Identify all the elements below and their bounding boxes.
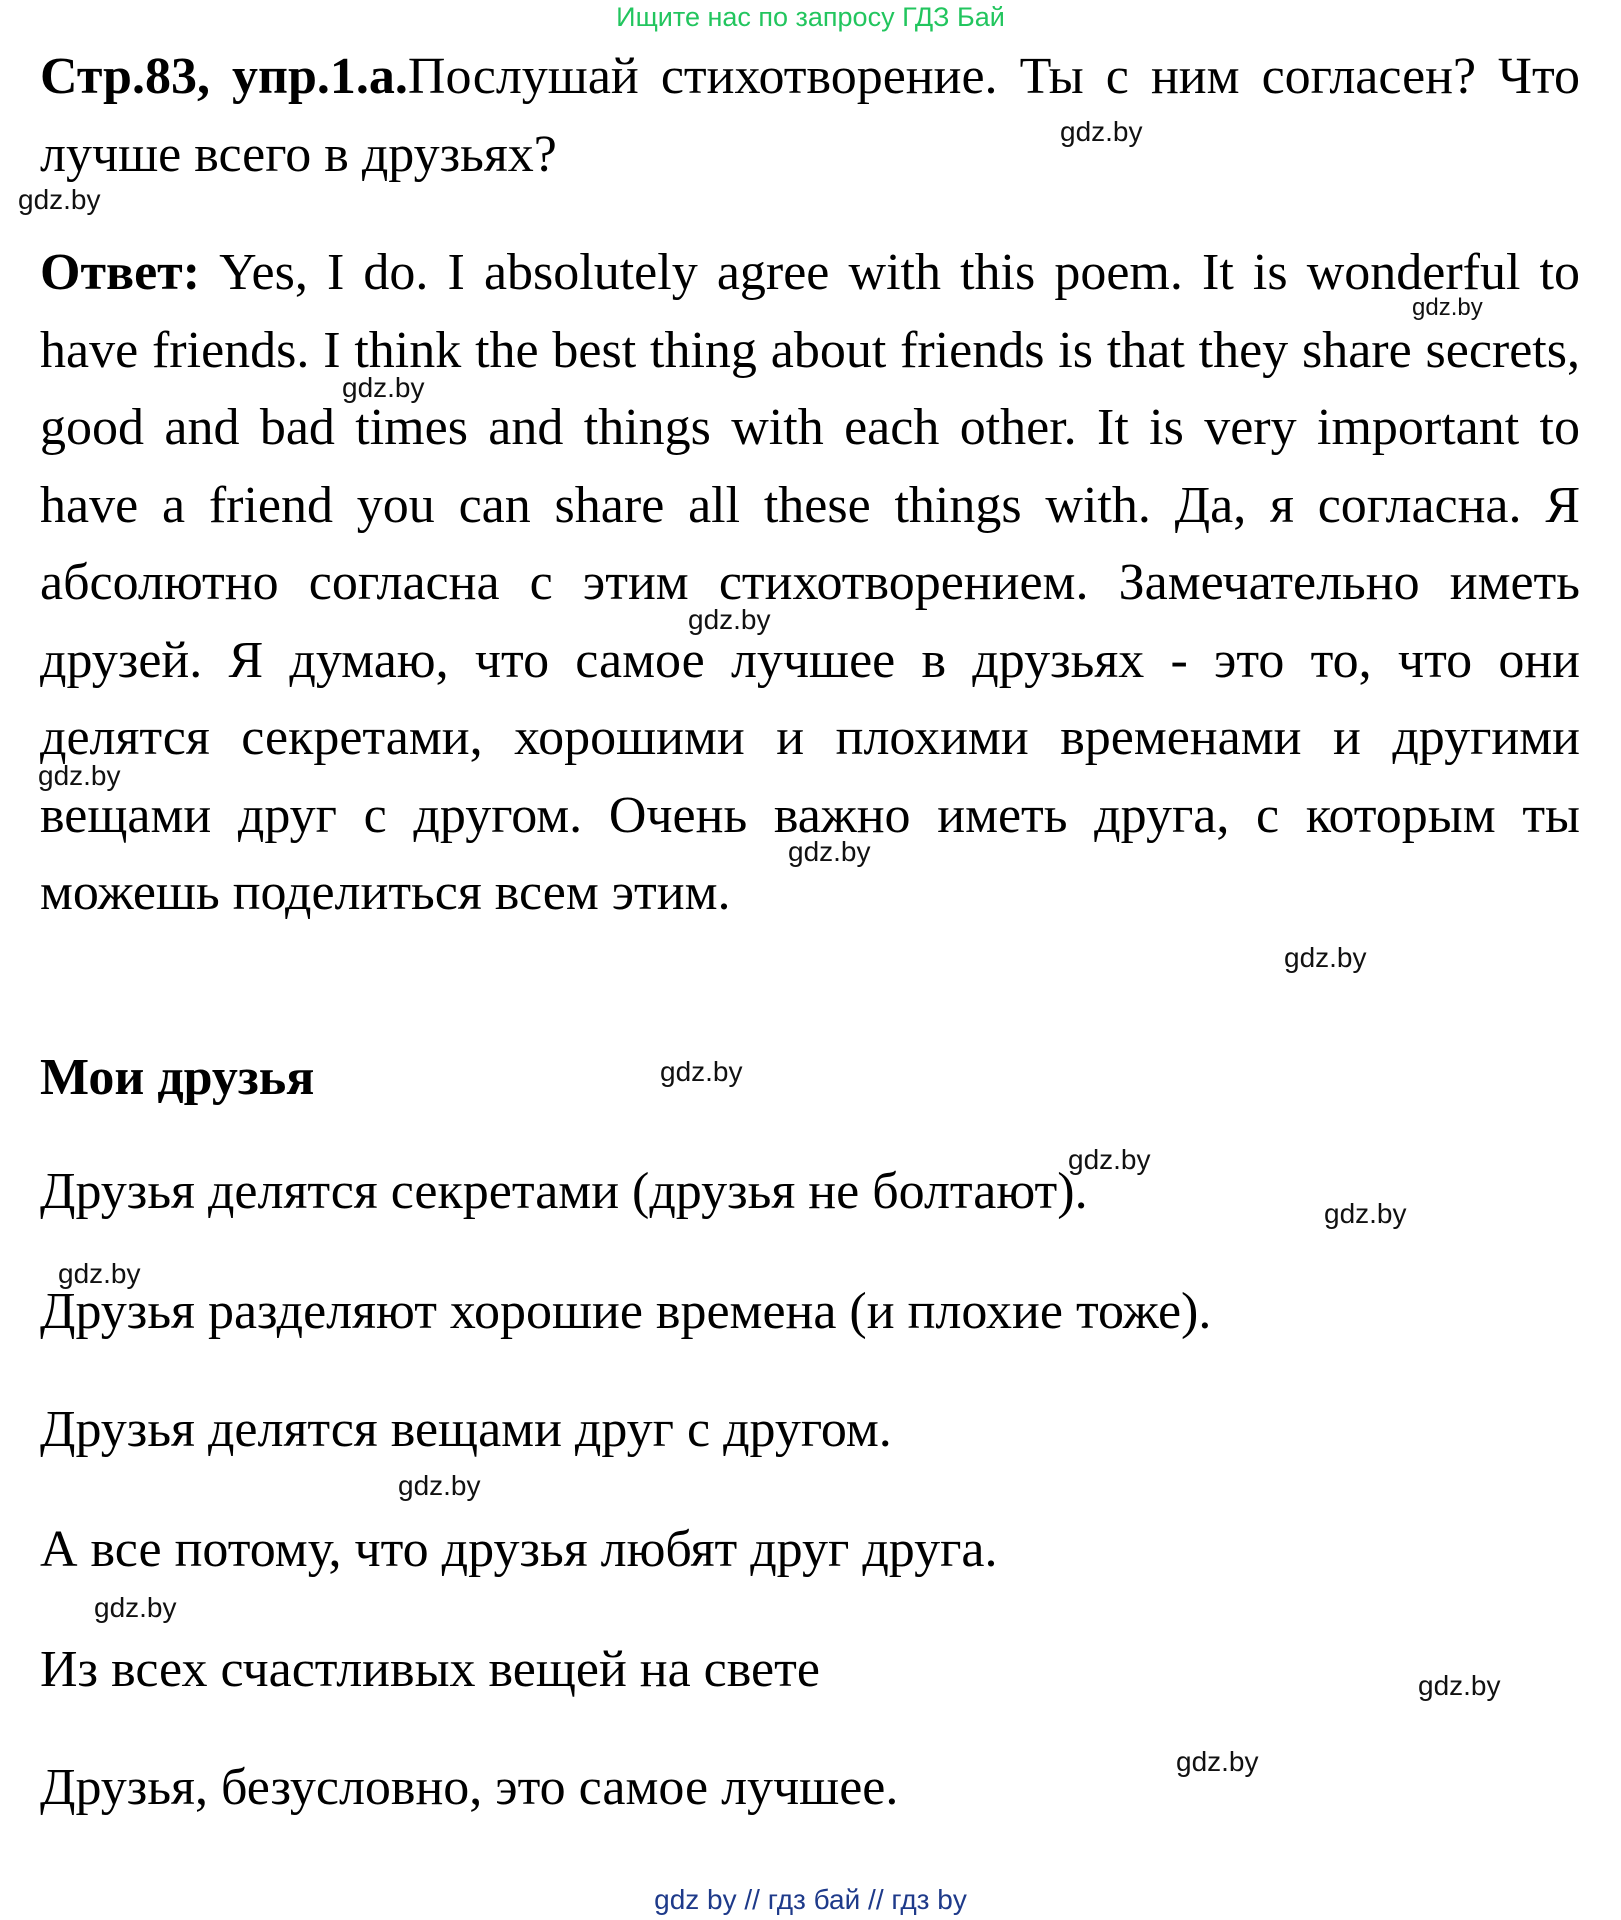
watermark: gdz.by <box>94 1592 177 1623</box>
watermark: gdz.by <box>38 760 121 791</box>
watermark: gdz.by <box>58 1258 141 1289</box>
watermark: gdz.by <box>398 1470 481 1501</box>
task-text: Послушай стихотворение. Ты с ним согласен? Что лучше всего в друзьях? <box>40 48 1580 183</box>
watermark: gdz.by <box>1418 1670 1501 1701</box>
footer-links[interactable]: gdz by // гдз бай // гдз by <box>654 1884 967 1915</box>
poem-line: Друзья, безусловно, это самое лучшее. <box>40 1759 899 1816</box>
watermark: gdz.by <box>1176 1746 1259 1777</box>
task-paragraph <box>40 38 1580 193</box>
answer-paragraph <box>40 234 1580 932</box>
watermark: gdz.by <box>788 836 871 867</box>
answer-label: Ответ: <box>40 244 201 301</box>
watermark: gdz.by <box>342 372 425 403</box>
poem-line: Друзья разделяют хорошие времена (и плохие тоже). <box>40 1283 1212 1340</box>
poem-line: Из всех счастливых вещей на свете <box>40 1641 820 1698</box>
watermark: gdz.by <box>1412 294 1483 321</box>
watermark: gdz.by <box>1284 942 1367 973</box>
poem-title: Мои друзья <box>40 1049 315 1106</box>
poem-line: Друзья делятся секретами (друзья не болтают). <box>40 1163 1088 1220</box>
watermark: gdz.by <box>1068 1144 1151 1175</box>
watermark: gdz.by <box>1324 1198 1407 1229</box>
task-label: Стр.83, упр.1.a. <box>40 48 408 105</box>
poem-line: Друзья делятся вещами друг с другом. <box>40 1401 892 1458</box>
watermark: gdz.by <box>660 1056 743 1087</box>
watermark: gdz.by <box>18 184 101 215</box>
watermark: gdz.by <box>688 604 771 635</box>
watermark: gdz.by <box>1060 116 1143 147</box>
poem-line: А все потому, что друзья любят друг друга. <box>40 1521 998 1578</box>
answer-text: Yes, I do. I absolutely agree with this poem. It is wonderful to have friends. I think the best thing about friends is that they share secrets, good and bad times and things with each other. It is very important to have a friend you can share all these things with. Да, я согласна. Я абсолютно согласна с этим стихотворением. Замечательно иметь друзей. Я думаю, что самое лучшее в друзьях - это то, что они делятся секретами, хорошими и плохими временами и другими вещами друг с другом. Очень важно иметь друга, с которым ты можешь поделиться всем этим. <box>40 244 1581 921</box>
search-hint-link[interactable]: Ищите нас по запросу ГДЗ Бай <box>616 2 1005 32</box>
